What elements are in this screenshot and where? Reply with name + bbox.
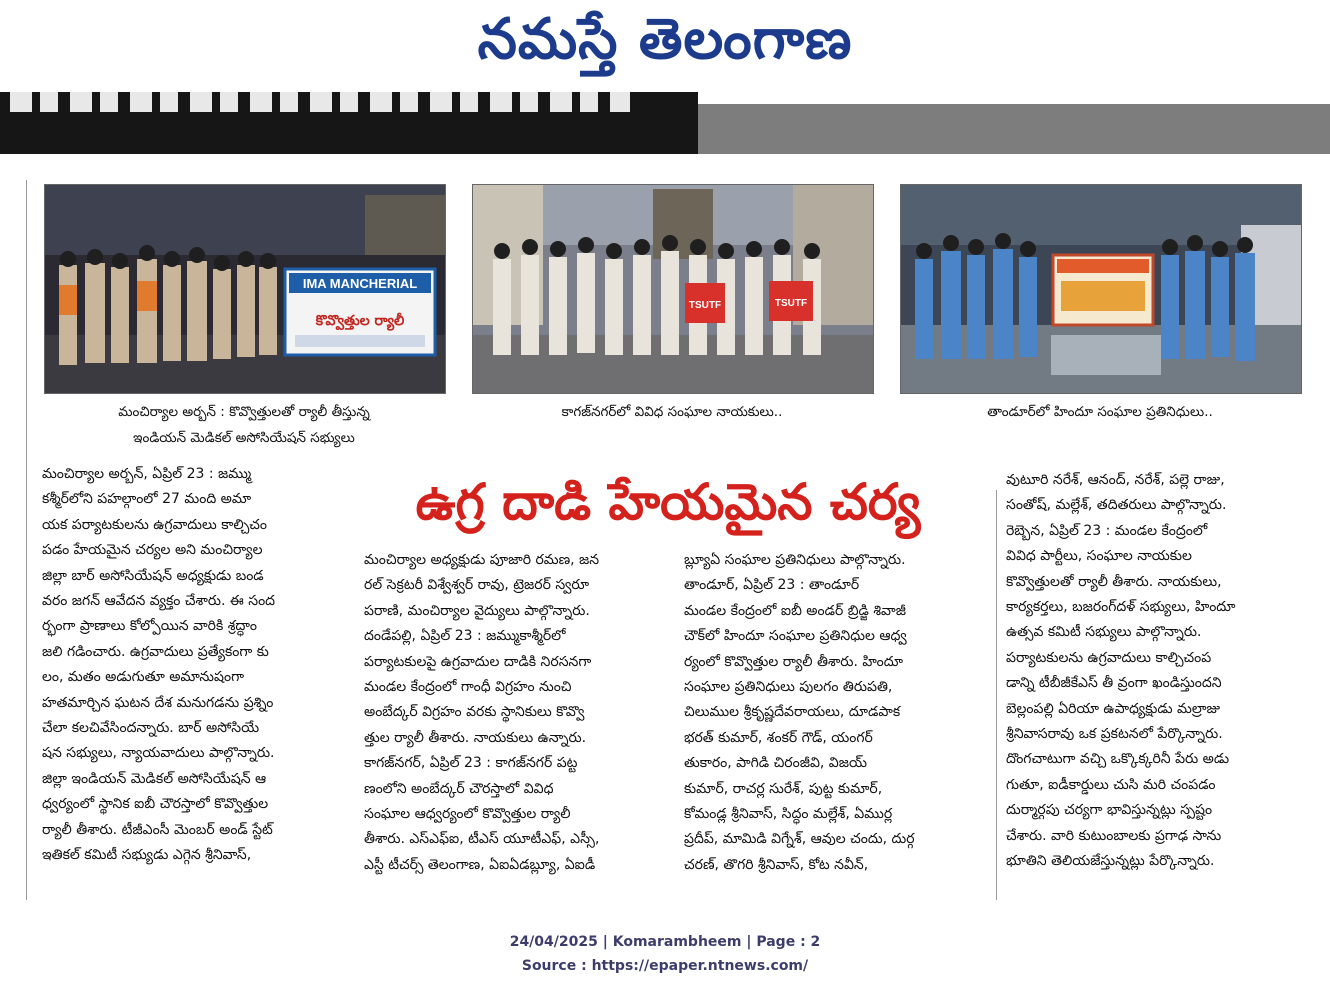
article-line: ర్యాలీ తీశారు. టీజీఎంసీ మెంబర్ అండ్ స్టేట్	[42, 821, 273, 838]
article-line: సంతోష్, మల్లేశ్, తదితరులు పాల్గొన్నారు.	[1006, 497, 1227, 514]
article-column-3	[684, 548, 984, 878]
footer-source: Source : https://epaper.ntnews.com/	[521, 958, 809, 974]
flag-text-tsutf: TSUTF	[688, 300, 722, 311]
caption-photo1-line1: మంచిర్యాల అర్బన్ : కొవ్వొత్తులతో ర్యాలీ తీస్తున్న	[118, 404, 370, 420]
newspaper-logo: నమస్తే తెలంగాణ	[477, 6, 853, 72]
flag-text-tsutf-2: TSUTF	[774, 298, 808, 309]
banner-text-rally: కొవ్వొత్తుల ర్యాలీ	[315, 313, 405, 329]
caption-photo2: కాగజ్‌నగర్‌లో వివిధ సంఘాల నాయకులు..	[561, 404, 783, 420]
article-line: మంచిర్యాల అర్బన్, ఏప్రిల్ 23 : జమ్ము	[42, 466, 252, 482]
article-line: గుతూ, ఐడీకార్డులు చుసి మరి చంపడం	[1006, 776, 1216, 793]
article-line: సంఘాల ఆధ్వర్యంలో కొవ్వొత్తుల ర్యాలీ	[364, 806, 571, 823]
article-line: శ్రీనివాసరావు ఒక ప్రకటనలో పేర్కొన్నారు.	[1006, 726, 1223, 743]
article-line: బెల్లంపల్లి ఏరియా ఉపాధ్యక్షుడు మల్రాజు	[1006, 700, 1221, 717]
masthead	[0, 0, 1330, 86]
article-column-1	[42, 462, 340, 869]
column-rule	[26, 180, 27, 900]
article-line: కశ్మీర్‌లోని పహల్గాంలో 27 మంది అమా	[42, 491, 252, 508]
article-line: పర్యాటకులను ఉగ్రవాదులు కాల్చిచంప	[1006, 649, 1212, 666]
article-line: లం, మతం అడుగుతూ అమానుషంగా	[42, 669, 244, 686]
article-line: బ్ల్యూఏ సంఘాల ప్రతినిధులు పాల్గొన్నారు.	[684, 552, 906, 568]
article-line: మండల కేంద్రంలో ఐబీ అండర్ బ్రిడ్జి శివాజీ	[684, 602, 906, 619]
article-line: మండల కేంద్రంలో గాంధీ విగ్రహం నుంచి	[364, 679, 572, 696]
article-line: కాగజ్‌నగర్, ఏప్రిల్ 23 : కాగజ్‌నగర్ పట్ట	[364, 755, 578, 772]
article-line: డాన్ని టీబీజీకేఎస్ తీ వ్రంగా ఖండిస్తుందని	[1006, 675, 1222, 692]
article-line: మంచిర్యాల అధ్యక్షుడు పూజారి రమణ, జన	[364, 552, 600, 568]
photo-mancherial-rally	[44, 184, 446, 394]
article-line: చౌక్‌లో హిందూ సంఘాల ప్రతినిధుల ఆధ్వ	[684, 628, 907, 645]
article-line: భూతిని తెలియజేస్తున్నట్లు పేర్కొన్నారు.	[1006, 853, 1215, 870]
banner-text-ima: IMA MANCHERIAL	[302, 276, 418, 291]
article-line: ప్రదీప్, మామిడి విగ్నేశ్, ఆవుల చందు, దుర్గ	[684, 831, 915, 848]
article-line: పడం హేయమైన చర్యల అని మంచిర్యాల	[42, 542, 263, 559]
article-line: షన సభ్యులు, న్యాయవాదులు పాల్గొన్నారు.	[42, 745, 275, 762]
article-line: చేలా కలచివేసిందన్నారు. బార్ అసోసియే	[42, 720, 260, 737]
section-banner	[0, 92, 698, 154]
photo-tandur-rally	[900, 184, 1302, 394]
article-headline: ఉగ్ర దాడి హేయమైన చర్య	[415, 473, 921, 531]
article-line: దుర్మార్గపు చర్యగా భావిస్తున్నట్లు స్పష్టం	[1006, 802, 1213, 819]
banner-cut-text	[10, 92, 630, 112]
photo-kagaznagar-rally	[472, 184, 874, 394]
section-banner-grey	[698, 104, 1330, 154]
article-line: దండేపల్లి, ఏప్రిల్ 23 : జమ్ముకాశ్మీర్‌లో	[364, 628, 566, 645]
article-line: పరాణి, మంచిర్యాల వైద్యులు పాల్గొన్నారు.	[364, 602, 590, 619]
article-line: భరత్ కుమార్, శంకర్ గౌడ్, యంగర్	[684, 729, 873, 746]
article-line: వుటూరి నరేశ్, ఆనంద్, నరేశ్, పల్లె రాజు,	[1006, 472, 1225, 488]
article-line: జలి గడించారు. ఉగ్రవాదులు ప్రత్యేకంగా కు	[42, 643, 269, 660]
article-column-2	[364, 548, 668, 878]
article-line: ఉత్సవ కమిటీ సభ్యులు పాల్గొన్నారు.	[1006, 624, 1202, 641]
article-line: చరణ్, తొగరి శ్రీనివాస్, కోట నవీన్,	[684, 856, 869, 873]
article-line: ర్యంలో కొవ్వొత్తుల ర్యాలీ తీశారు. హిందూ	[684, 653, 903, 670]
article-line: అంబేద్కర్ విగ్రహం వరకు స్థానికులు కొవ్వొ	[364, 704, 585, 721]
article-line: జిల్లా బార్ అసోసియేషన్ అధ్యక్షుడు బండ	[42, 567, 264, 584]
article-line: సంఘాల ప్రతినిధులు పులగం తిరుపతి,	[684, 679, 893, 696]
article-line: త్తుల ర్యాలీ తీశారు. నాయకులు ఉన్నారు.	[364, 729, 587, 746]
article-line: పర్యాటకులపై ఉగ్రవాదుల దాడికి నిరసనగా	[364, 653, 592, 670]
column-rule	[996, 490, 997, 900]
article-line: దొంగచాటుగా వచ్చి ఒక్కొక్కరినీ పేరు అడు	[1006, 751, 1230, 768]
article-line: తుకారం, పాగిడి చిరంజీవి, విజయ్	[684, 755, 867, 772]
article-line: కార్యకర్తలు, బజరంగ్‌దళ్ సభ్యులు, హిందూ	[1006, 599, 1236, 616]
article-line: ణంలోని అంబేద్కర్ చౌరస్తాలో వివిధ	[364, 780, 554, 797]
article-line: కుమార్, రాచర్ల సురేశ్, పుట్ట కుమార్,	[684, 780, 883, 797]
article-line: రెబ్బెన, ఏప్రిల్ 23 : మండల కేంద్రంలో	[1006, 522, 1208, 539]
article-line: చిలుముల శ్రీకృష్ణదేవరాయలు, దూడపాక	[684, 704, 901, 721]
caption-photo3: తాండూర్‌లో హిందూ సంఘాల ప్రతినిధులు..	[987, 404, 1213, 420]
article-line: హతమార్చిన ఘటన దేశ మనుగడను ప్రశ్నిం	[42, 694, 274, 711]
article-line: జిల్లా ఇండియన్ మెడికల్ అసోసియేషన్ ఆ	[42, 770, 267, 787]
article-line: ఇతికల్ కమిటీ సభ్యుడు ఎగ్గెన శ్రీనివాస్,	[42, 847, 252, 864]
article-line: రల్ సెక్రటరీ విశ్వేశ్వర్ రావు, ట్రెజరర్ స్వరూ	[364, 577, 590, 594]
article-line: కోమండ్ల శ్రీనివాస్, సిద్ధం మల్లేశ్, ఏముర్ల	[684, 806, 893, 823]
article-line: ర్భంగా ప్రాణాలు కోల్పోయిన వారికి శ్రద్ధాం	[42, 618, 257, 635]
article-line: వివిధ పార్టీలు, సంఘాల నాయకుల	[1006, 548, 1192, 565]
article-line: వరం జగన్ ఆవేదన వ్యక్తం చేశారు. ఈ సంద	[42, 593, 276, 610]
caption-photo1-line2: ఇండియన్ మెడికల్ అసోసియేషన్ సభ్యులు	[133, 430, 355, 446]
article-line: తాండూర్, ఏప్రిల్ 23 : తాండూర్	[684, 577, 860, 594]
article-line: చేశారు. వారి కుటుంబాలకు ప్రగాఢ సాను	[1006, 827, 1222, 844]
footer-date-edition: 24/04/2025 | Komarambheem | Page : 2	[509, 934, 821, 950]
article-column-4	[1006, 468, 1302, 875]
article-line: యక పర్యాటకులను ఉగ్రవాదులు కాల్చిచం	[42, 516, 268, 533]
article-line: తీశారు. ఎస్ఎఫ్ఐ, టీఎస్ యూటీఎఫ్, ఎస్సీ,	[364, 831, 600, 848]
article-line: కొవ్వొత్తులతో ర్యాలీ తీశారు. నాయకులు,	[1006, 573, 1222, 590]
article-line: ఎస్టీ టీచర్స్ తెలంగాణ, ఏఐఏడబ్ల్యూ, ఏఐడీ	[364, 856, 596, 873]
article-line: ధ్వర్యంలో స్థానిక ఐబీ చౌరస్తాలో కొవ్వొత్తుల	[42, 796, 269, 813]
